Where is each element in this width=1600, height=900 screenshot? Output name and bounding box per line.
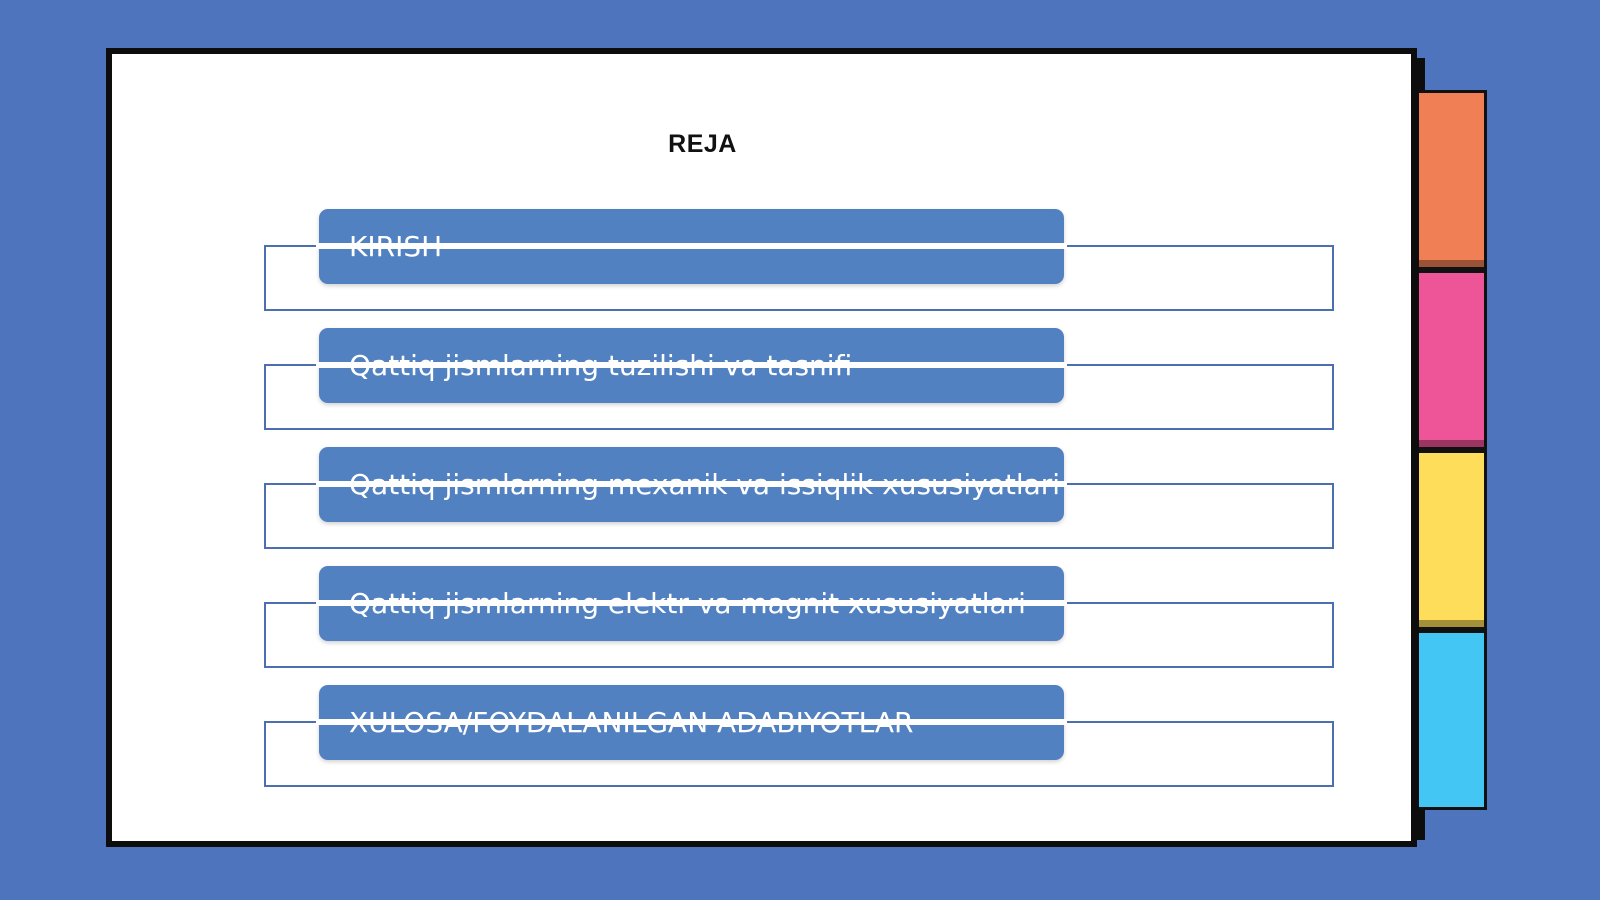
plan-item-3	[264, 447, 1334, 549]
tab-shade	[1419, 440, 1484, 447]
plan-item-label: Qattiq jismlarning mexanik va issiqlik xususiyatlari	[349, 468, 1061, 501]
orange-tab[interactable]	[1419, 90, 1487, 270]
plan-item-button[interactable]	[319, 209, 1064, 284]
plan-item-5	[264, 685, 1334, 787]
plan-item-button[interactable]	[319, 447, 1064, 522]
plan-item-4	[264, 566, 1334, 668]
tab-shade	[1419, 260, 1484, 267]
yellow-tab[interactable]	[1419, 450, 1487, 630]
tab-shade	[1419, 620, 1484, 627]
plan-item-label: Qattiq jismlarning tuzilishi va tasnifi	[349, 349, 853, 382]
plan-item-2	[264, 328, 1334, 430]
plan-item-label: XULOSA/FOYDALANILGAN ADABIYOTLAR	[349, 706, 914, 739]
plan-item-1	[264, 209, 1334, 311]
plan-item-label: KIRISH	[349, 230, 443, 263]
plan-item-label: Qattiq jismlarning elektr va magnit xususiyatlari	[349, 587, 1026, 620]
pink-tab[interactable]	[1419, 270, 1487, 450]
blue-tab[interactable]	[1419, 630, 1487, 810]
slide-title: REJA	[668, 130, 737, 158]
plan-item-button[interactable]	[319, 685, 1064, 760]
plan-item-button[interactable]	[319, 328, 1064, 403]
slide-card	[106, 48, 1417, 847]
plan-item-button[interactable]	[319, 566, 1064, 641]
